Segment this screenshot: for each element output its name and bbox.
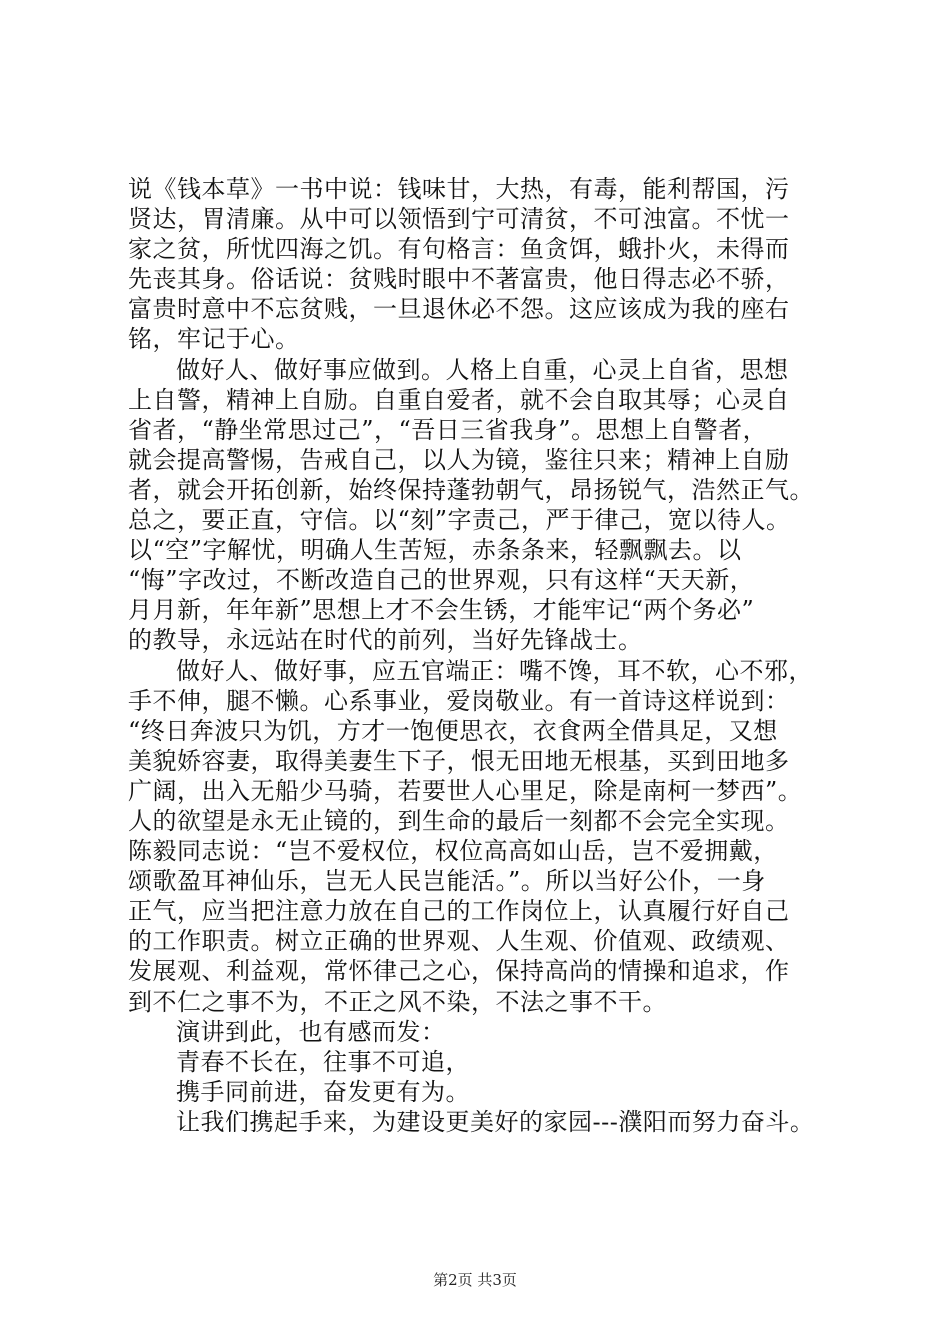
text-line-1: 说《钱本草》一书中说：钱味甘，大热，有毒，能利帮国，污: [128, 175, 790, 203]
text-line-6: 铭，牢记于心。: [128, 325, 300, 354]
text-line-28: 到不仁之事不为，不正之风不染，不法之事不干。: [128, 987, 667, 1016]
text-line-11: 者，就会开拓创新，始终保持蓬勃朝气，昂扬锐气，浩然正气。: [128, 475, 814, 504]
text-line-29: 演讲到此，也有感而发：: [176, 1017, 446, 1046]
text-line-24: 颂歌盈耳神仙乐，岂无人民岂能活。”。所以当好公仆，一身: [128, 867, 766, 896]
text-line-13: 以“空”字解忧，明确人生苦短，赤条条来，轻飘飘去。以: [128, 536, 742, 565]
text-line-5: 富贵时意中不忘贫贱，一旦退休必不怨。这应该成为我的座右: [128, 295, 790, 324]
text-line-26: 的工作职责。树立正确的世界观、人生观、价值观、政绩观、: [128, 927, 790, 956]
text-line-22: 人的欲望是永无止镜的，到生命的最后一刻都不会完全实现。: [128, 806, 790, 835]
page-number-footer: 第2页 共3页: [433, 1271, 517, 1289]
text-line-17: 做好人、做好事，应五官端正：嘴不馋，耳不软，心不邪，: [176, 656, 813, 685]
poem-line-1: 青春不长在，往事不可追，: [176, 1047, 470, 1076]
text-line-25: 正气，应当把注意力放在自己的工作岗位上，认真履行好自己: [128, 897, 790, 926]
text-line-8: 上自警，精神上自励。自重自爱者，就不会自取其辱；心灵自: [128, 385, 790, 414]
document-body: [128, 174, 848, 1137]
text-line-3: 家之贫，所忧四海之饥。有句格言：鱼贪饵，蛾扑火，未得而: [128, 235, 790, 264]
text-line-20: 美貌娇容妻，取得美妻生下子，恨无田地无根基，买到田地多: [128, 746, 790, 775]
text-line-21: 广阔，出入无船少马骑，若要世人心里足，除是南柯一梦西”。: [128, 776, 803, 805]
text-line-14: “悔”字改过，不断改造自己的世界观，只有这样“天天新，: [128, 566, 755, 595]
closing-line: 让我们携起手来，为建设更美好的家园---濮阳而努力奋斗。: [176, 1107, 815, 1136]
text-line-18: 手不伸，腿不懒。心系事业，爱岗敬业。有一首诗这样说到：: [128, 686, 790, 715]
poem-line-2: 携手同前进，奋发更有为。: [176, 1077, 470, 1106]
text-line-10: 就会提高警惕，告戒自己，以人为镜，鉴往只来；精神上自励: [128, 445, 790, 474]
text-line-12: 总之，要正直，守信。以“刻”字责己，严于律己，宽以待人。: [128, 506, 791, 535]
text-line-2: 贤达，胃清廉。从中可以领悟到宁可清贫，不可浊富。不忧一: [128, 205, 790, 234]
text-line-9: 省者，“静坐常思过己”，“吾日三省我身”。思想上自警者，: [128, 415, 768, 444]
text-line-23: 陈毅同志说：“岂不爱权位，权位高高如山岳，岂不爱拥戴，: [128, 837, 778, 866]
text-line-27: 发展观、利益观，常怀律己之心，保持高尚的情操和追求，作: [128, 957, 790, 986]
text-line-15: 月月新，年年新”思想上才不会生锈，才能牢记“两个务必”: [128, 596, 755, 625]
text-line-19: “终日奔波只为饥，方才一饱便思衣，衣食两全借具足，又想: [128, 716, 778, 745]
text-line-16: 的教导，永远站在时代的前列，当好先锋战士。: [128, 626, 643, 655]
text-line-4: 先丧其身。俗话说：贫贱时眼中不著富贵，他日得志必不骄，: [128, 265, 790, 294]
text-line-7: 做好人、做好事应做到。人格上自重，心灵上自省，思想: [176, 355, 789, 384]
